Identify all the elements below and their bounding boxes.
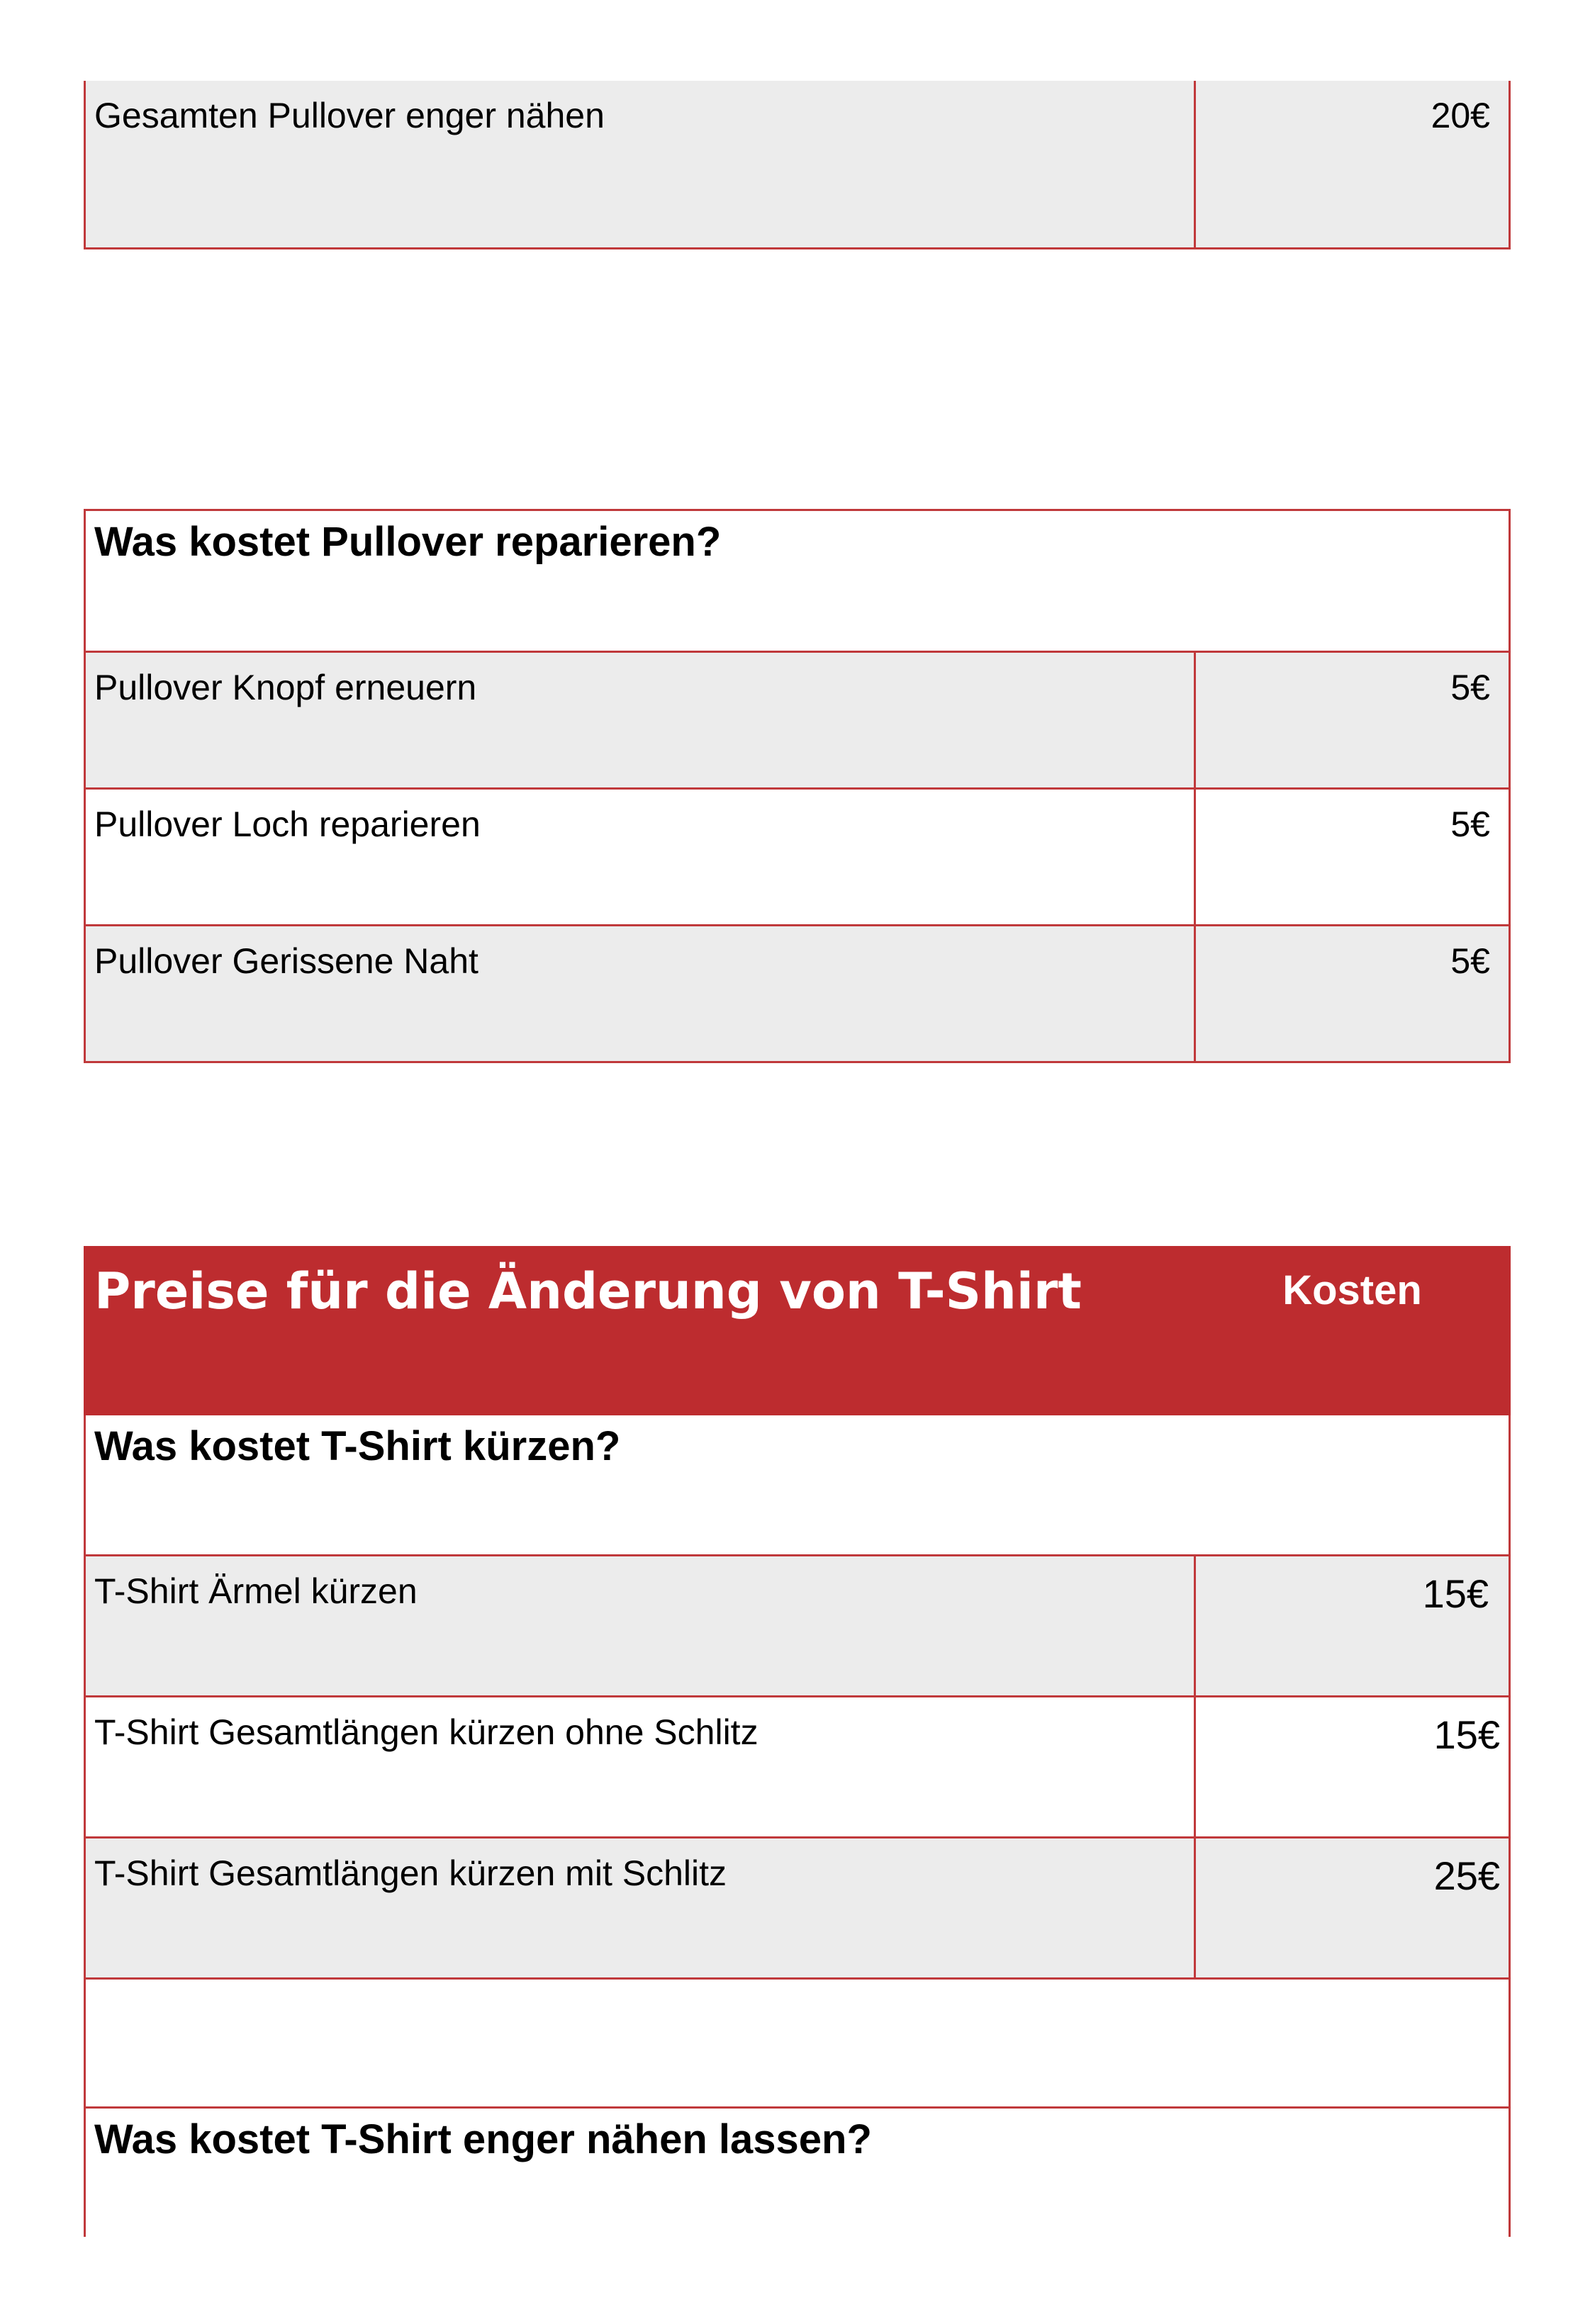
service-price: 20€ <box>1195 81 1510 248</box>
service-price: 5€ <box>1195 789 1510 926</box>
section-question: Was kostet Pullover reparieren? <box>85 510 1510 652</box>
table-title: Preise für die Änderung von T-Shirt <box>85 1247 1195 1415</box>
service-price: 5€ <box>1195 652 1510 789</box>
section-question: Was kostet T-Shirt kürzen? <box>85 1415 1510 1556</box>
service-price: 15€ <box>1195 1556 1510 1697</box>
service-label: Pullover Loch reparieren <box>85 789 1195 926</box>
table-row <box>85 789 1510 926</box>
service-label: T-Shirt Ärmel kürzen <box>85 1556 1195 1697</box>
table-row <box>85 1556 1510 1697</box>
table-row <box>85 81 1510 248</box>
pullover-tighten-table <box>84 81 1511 249</box>
table-row <box>85 652 1510 789</box>
table-row <box>85 1697 1510 1838</box>
service-label: T-Shirt Gesamtlängen kürzen ohne Schlitz <box>85 1697 1195 1838</box>
question-row <box>85 2108 1510 2237</box>
service-label: Pullover Knopf erneuern <box>85 652 1195 789</box>
tshirt-price-table <box>84 1246 1511 2237</box>
service-label: T-Shirt Gesamtlängen kürzen mit Schlitz <box>85 1838 1195 1979</box>
spacer-row <box>85 1979 1510 2108</box>
service-label: Pullover Gerissene Naht <box>85 926 1195 1062</box>
question-row <box>85 1415 1510 1556</box>
table-header <box>85 1247 1510 1415</box>
section-question: Was kostet T-Shirt enger nähen lassen? <box>85 2108 1510 2237</box>
service-label: Gesamten Pullover enger nähen <box>85 81 1195 248</box>
question-row <box>85 510 1510 652</box>
table-row <box>85 926 1510 1062</box>
empty-cell <box>85 1979 1510 2108</box>
table-row <box>85 1838 1510 1979</box>
cost-header: Kosten <box>1195 1247 1510 1415</box>
service-price: 15€ <box>1195 1697 1510 1838</box>
service-price: 5€ <box>1195 926 1510 1062</box>
pullover-repair-table <box>84 509 1511 1063</box>
service-price: 25€ <box>1195 1838 1510 1979</box>
